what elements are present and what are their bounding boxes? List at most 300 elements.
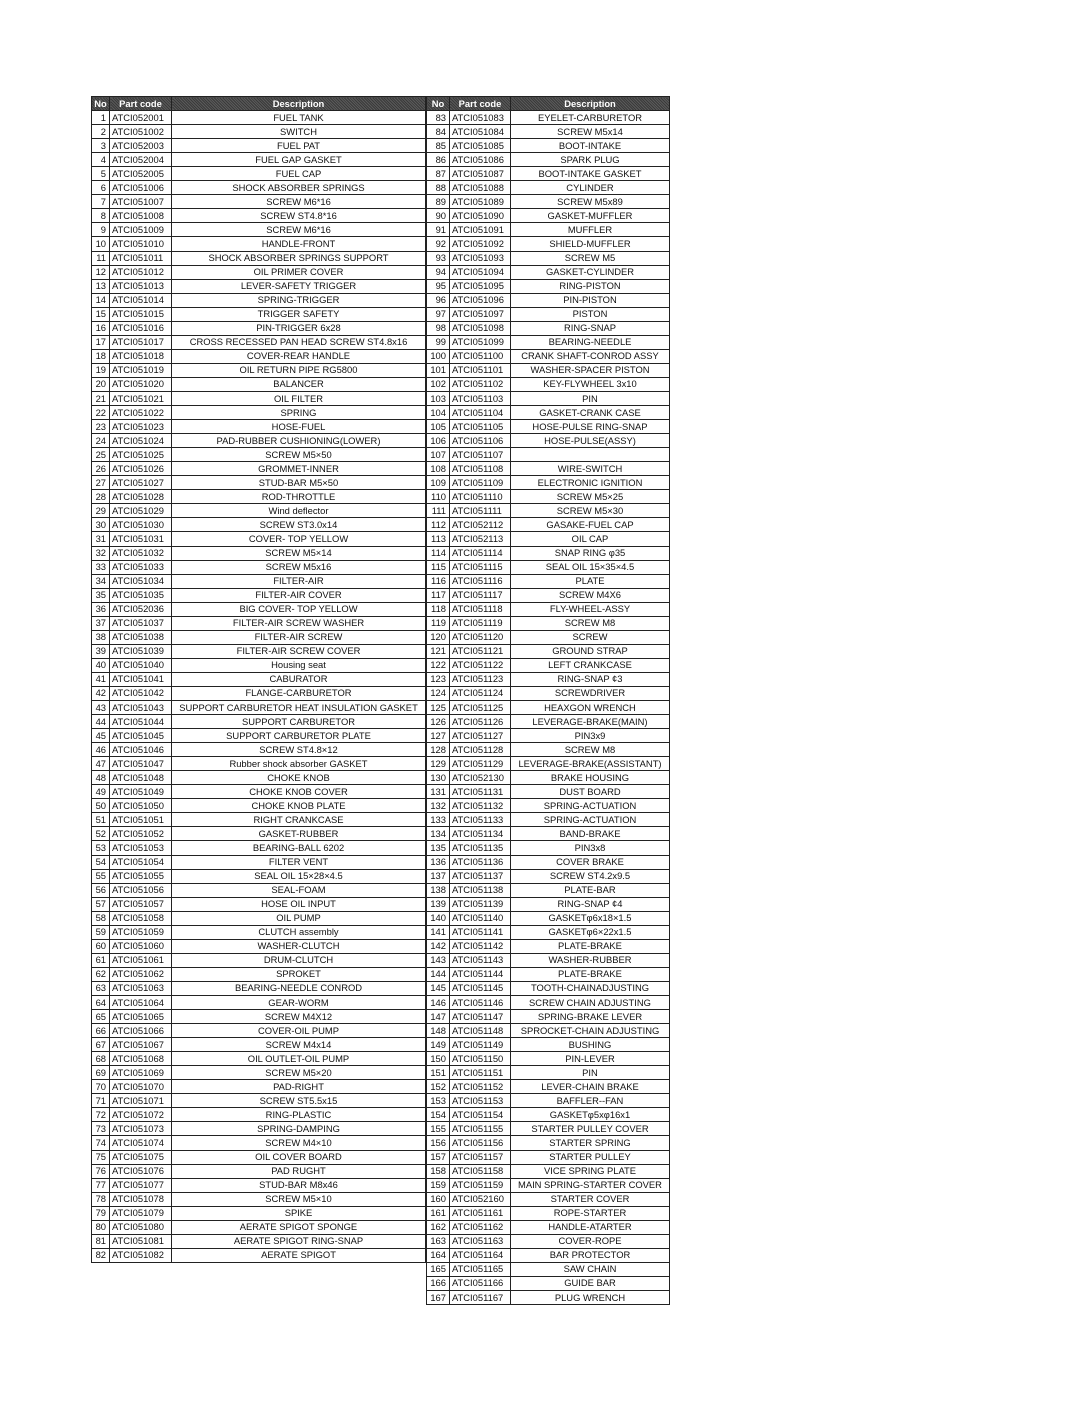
part-code: ATCI051071 — [110, 1094, 172, 1108]
row-number: 103 — [427, 391, 450, 405]
part-code: ATCI051123 — [450, 672, 511, 686]
row-number: 15 — [92, 307, 110, 321]
table-row — [92, 1038, 426, 1052]
part-description: GROMMET-INNER — [172, 462, 426, 476]
table-row — [427, 967, 670, 981]
part-code: ATCI051022 — [110, 406, 172, 420]
row-number: 46 — [92, 743, 110, 757]
part-description: COVER-ROPE — [511, 1234, 670, 1248]
part-description: GASKET-RUBBER — [172, 827, 426, 841]
part-code: ATCI051094 — [450, 265, 511, 279]
part-description: SCREW ST3.0x14 — [172, 518, 426, 532]
table-row — [92, 1122, 426, 1136]
row-number: 70 — [92, 1080, 110, 1094]
row-number: 78 — [92, 1192, 110, 1206]
part-description: AERATE SPIGOT RING-SNAP — [172, 1234, 426, 1248]
part-code: ATCI051124 — [450, 686, 511, 700]
part-code: ATCI051048 — [110, 771, 172, 785]
table-row — [427, 574, 670, 588]
part-description: CLUTCH assembly — [172, 925, 426, 939]
part-code: ATCI051061 — [110, 953, 172, 967]
part-code: ATCI051009 — [110, 223, 172, 237]
table-row — [427, 1122, 670, 1136]
table-row — [427, 111, 670, 125]
part-description: SCREW CHAIN ADJUSTING — [511, 996, 670, 1010]
part-description: PIN3x9 — [511, 729, 670, 743]
table-row — [92, 757, 426, 771]
part-code: ATCI051142 — [450, 939, 511, 953]
part-code: ATCI052005 — [110, 167, 172, 181]
table-row — [427, 1150, 670, 1164]
part-code: ATCI051149 — [450, 1038, 511, 1052]
part-description: SCREW M5x89 — [511, 195, 670, 209]
part-description: BAFFLER--FAN — [511, 1094, 670, 1108]
part-description: SCREW M8 — [511, 743, 670, 757]
row-number: 115 — [427, 560, 450, 574]
part-code: ATCI051146 — [450, 996, 511, 1010]
row-number: 20 — [92, 377, 110, 391]
row-number: 158 — [427, 1164, 450, 1178]
part-code: ATCI051150 — [450, 1052, 511, 1066]
part-code: ATCI051163 — [450, 1234, 511, 1248]
part-code: ATCI051072 — [110, 1108, 172, 1122]
table-row — [427, 1094, 670, 1108]
table-row — [92, 1024, 426, 1038]
part-description: BEARING-NEEDLE — [511, 335, 670, 349]
table-row — [92, 911, 426, 925]
part-code: ATCI051020 — [110, 377, 172, 391]
table-row — [92, 729, 426, 743]
part-description: BAND-BRAKE — [511, 827, 670, 841]
part-description: STARTER PULLEY — [511, 1150, 670, 1164]
part-description: SCREW — [511, 630, 670, 644]
part-code: ATCI051091 — [450, 223, 511, 237]
row-number: 22 — [92, 406, 110, 420]
part-code: ATCI051086 — [450, 153, 511, 167]
part-description: STUD-BAR M5×50 — [172, 476, 426, 490]
part-code: ATCI051014 — [110, 293, 172, 307]
part-description: CRANK SHAFT-CONROD ASSY — [511, 349, 670, 363]
table-row — [92, 237, 426, 251]
row-number: 101 — [427, 363, 450, 377]
table-row — [92, 925, 426, 939]
row-number: 26 — [92, 462, 110, 476]
part-description: SHOCK ABSORBER SPRINGS — [172, 181, 426, 195]
part-description: WASHER-SPACER PISTON — [511, 363, 670, 377]
table-row — [427, 686, 670, 700]
row-number: 165 — [427, 1262, 450, 1276]
part-code: ATCI051159 — [450, 1178, 511, 1192]
parts-table-left — [91, 96, 426, 1263]
row-number: 142 — [427, 939, 450, 953]
row-number: 157 — [427, 1150, 450, 1164]
row-number: 149 — [427, 1038, 450, 1052]
part-code: ATCI051063 — [110, 981, 172, 995]
row-number: 58 — [92, 911, 110, 925]
part-description: HOSE-PULSE(ASSY) — [511, 434, 670, 448]
part-description: LEFT CRANKCASE — [511, 658, 670, 672]
table-row — [92, 321, 426, 335]
table-row — [92, 504, 426, 518]
part-description: EYELET-CARBURETOR — [511, 111, 670, 125]
table-row — [92, 181, 426, 195]
part-code: ATCI051045 — [110, 729, 172, 743]
row-number: 28 — [92, 490, 110, 504]
part-code: ATCI051025 — [110, 448, 172, 462]
part-description: OIL COVER BOARD — [172, 1150, 426, 1164]
table-row — [427, 1108, 670, 1122]
part-description: FILTER-AIR SCREW COVER — [172, 644, 426, 658]
part-description: HOSE OIL INPUT — [172, 897, 426, 911]
part-code: ATCI051042 — [110, 686, 172, 700]
part-code: ATCI051156 — [450, 1136, 511, 1150]
table-row — [427, 223, 670, 237]
part-description: RING-SNAP ¢3 — [511, 672, 670, 686]
header-part-code: Part code — [110, 97, 172, 111]
part-description: SCREW M5×30 — [511, 504, 670, 518]
part-code: ATCI051154 — [450, 1108, 511, 1122]
table-row — [427, 518, 670, 532]
part-code: ATCI051044 — [110, 715, 172, 729]
part-code: ATCI051102 — [450, 377, 511, 391]
part-code: ATCI051166 — [450, 1276, 511, 1290]
table-row — [427, 462, 670, 476]
table-row — [92, 349, 426, 363]
part-description: BUSHING — [511, 1038, 670, 1052]
table-row — [427, 672, 670, 686]
row-number: 3 — [92, 139, 110, 153]
row-number: 110 — [427, 490, 450, 504]
part-description: FUEL TANK — [172, 111, 426, 125]
row-number: 107 — [427, 448, 450, 462]
row-number: 27 — [92, 476, 110, 490]
table-row — [92, 897, 426, 911]
part-code: ATCI051057 — [110, 897, 172, 911]
row-number: 125 — [427, 701, 450, 715]
row-number: 100 — [427, 349, 450, 363]
table-row — [427, 1024, 670, 1038]
table-row — [427, 321, 670, 335]
part-description: GROUND STRAP — [511, 644, 670, 658]
part-description: PAD-RUBBER CUSHIONING(LOWER) — [172, 434, 426, 448]
part-description: SPROKET — [172, 967, 426, 981]
part-code: ATCI052113 — [450, 532, 511, 546]
part-description: SPRING-ACTUATION — [511, 799, 670, 813]
part-description: HOSE-FUEL — [172, 420, 426, 434]
part-code: ATCI051135 — [450, 841, 511, 855]
table-row — [92, 111, 426, 125]
table-row — [427, 1164, 670, 1178]
part-code: ATCI051104 — [450, 406, 511, 420]
table-row — [92, 1094, 426, 1108]
part-code: ATCI051083 — [450, 111, 511, 125]
part-description: BIG COVER- TOP YELLOW — [172, 602, 426, 616]
row-number: 59 — [92, 925, 110, 939]
part-description: SCREW M5×25 — [511, 490, 670, 504]
part-description: OIL RETURN PIPE RG5800 — [172, 363, 426, 377]
table-row — [427, 153, 670, 167]
part-description: PLATE — [511, 574, 670, 588]
table-row — [427, 953, 670, 967]
part-code: ATCI051106 — [450, 434, 511, 448]
part-code: ATCI051151 — [450, 1066, 511, 1080]
row-number: 121 — [427, 644, 450, 658]
header-part-code: Part code — [450, 97, 511, 111]
row-number: 45 — [92, 729, 110, 743]
row-number: 160 — [427, 1192, 450, 1206]
part-code: ATCI051099 — [450, 335, 511, 349]
part-description: OIL PUMP — [172, 911, 426, 925]
part-description: SCREW M8 — [511, 616, 670, 630]
row-number: 94 — [427, 265, 450, 279]
row-number: 139 — [427, 897, 450, 911]
part-code: ATCI051051 — [110, 813, 172, 827]
row-number: 13 — [92, 279, 110, 293]
row-number: 145 — [427, 981, 450, 995]
row-number: 38 — [92, 630, 110, 644]
part-code: ATCI051115 — [450, 560, 511, 574]
part-description: STARTER PULLEY COVER — [511, 1122, 670, 1136]
table-row — [92, 265, 426, 279]
part-description: SCREW ST4.8*16 — [172, 209, 426, 223]
part-code: ATCI051133 — [450, 813, 511, 827]
part-description: FLY-WHEEL-ASSY — [511, 602, 670, 616]
row-number: 133 — [427, 813, 450, 827]
row-number: 140 — [427, 911, 450, 925]
part-code: ATCI051140 — [450, 911, 511, 925]
part-code: ATCI051081 — [110, 1234, 172, 1248]
row-number: 73 — [92, 1122, 110, 1136]
part-description: SCREW ST4.2x9.5 — [511, 869, 670, 883]
part-code: ATCI051111 — [450, 504, 511, 518]
part-code: ATCI052001 — [110, 111, 172, 125]
row-number: 24 — [92, 434, 110, 448]
part-code: ATCI051064 — [110, 996, 172, 1010]
table-row — [427, 869, 670, 883]
part-code: ATCI051136 — [450, 855, 511, 869]
part-code: ATCI051132 — [450, 799, 511, 813]
row-number: 134 — [427, 827, 450, 841]
row-number: 14 — [92, 293, 110, 307]
table-row — [92, 1150, 426, 1164]
part-code: ATCI051098 — [450, 321, 511, 335]
part-code: ATCI051060 — [110, 939, 172, 953]
header-description: Description — [172, 97, 426, 111]
row-number: 131 — [427, 785, 450, 799]
part-description: OIL FILTER — [172, 391, 426, 405]
table-row — [427, 293, 670, 307]
table-row — [92, 518, 426, 532]
part-code: ATCI051152 — [450, 1080, 511, 1094]
row-number: 127 — [427, 729, 450, 743]
row-number: 66 — [92, 1024, 110, 1038]
part-code: ATCI051021 — [110, 391, 172, 405]
part-description: BEARING-NEEDLE CONROD — [172, 981, 426, 995]
part-code: ATCI051038 — [110, 630, 172, 644]
row-number: 10 — [92, 237, 110, 251]
part-description: PLUG WRENCH — [511, 1290, 670, 1304]
part-description: WASHER-CLUTCH — [172, 939, 426, 953]
row-number: 153 — [427, 1094, 450, 1108]
table-row — [92, 588, 426, 602]
table-row — [92, 855, 426, 869]
part-description: STARTER SPRING — [511, 1136, 670, 1150]
part-description: GASKETφ6x18×1.5 — [511, 911, 670, 925]
part-code: ATCI051125 — [450, 701, 511, 715]
table-row — [92, 1052, 426, 1066]
row-number: 119 — [427, 616, 450, 630]
part-code: ATCI051065 — [110, 1010, 172, 1024]
row-number: 72 — [92, 1108, 110, 1122]
table-row — [427, 771, 670, 785]
part-code: ATCI051006 — [110, 181, 172, 195]
table-row — [427, 616, 670, 630]
table-row — [92, 251, 426, 265]
table-row — [92, 307, 426, 321]
table-row — [427, 265, 670, 279]
table-row — [427, 799, 670, 813]
row-number: 82 — [92, 1248, 110, 1262]
row-number: 43 — [92, 701, 110, 715]
part-code: ATCI051131 — [450, 785, 511, 799]
header-no: No — [427, 97, 450, 111]
part-code: ATCI051090 — [450, 209, 511, 223]
table-row — [92, 771, 426, 785]
table-row — [92, 1248, 426, 1262]
part-description: SCREW M4X6 — [511, 588, 670, 602]
table-row — [427, 349, 670, 363]
row-number: 56 — [92, 883, 110, 897]
table-row — [92, 813, 426, 827]
table-row — [427, 855, 670, 869]
part-description: FILTER-AIR COVER — [172, 588, 426, 602]
part-code: ATCI051100 — [450, 349, 511, 363]
row-number: 67 — [92, 1038, 110, 1052]
part-description: BOOT-INTAKE GASKET — [511, 167, 670, 181]
part-description: SCREW M5x14 — [511, 125, 670, 139]
part-code: ATCI051047 — [110, 757, 172, 771]
part-description: SPRING-BRAKE LEVER — [511, 1010, 670, 1024]
part-code: ATCI051167 — [450, 1290, 511, 1304]
part-code: ATCI051062 — [110, 967, 172, 981]
part-code: ATCI051117 — [450, 588, 511, 602]
row-number: 143 — [427, 953, 450, 967]
table-row — [427, 701, 670, 715]
table-row — [427, 167, 670, 181]
row-number: 75 — [92, 1150, 110, 1164]
part-description: TOOTH-CHAINADJUSTING — [511, 981, 670, 995]
part-description: FILTER VENT — [172, 855, 426, 869]
table-row — [427, 476, 670, 490]
part-description: GASAKE-FUEL CAP — [511, 518, 670, 532]
part-code: ATCI051046 — [110, 743, 172, 757]
row-number: 41 — [92, 672, 110, 686]
table-row — [92, 195, 426, 209]
part-code: ATCI051041 — [110, 672, 172, 686]
table-row — [92, 672, 426, 686]
part-description: OIL PRIMER COVER — [172, 265, 426, 279]
table-row — [427, 406, 670, 420]
row-number: 63 — [92, 981, 110, 995]
row-number: 65 — [92, 1010, 110, 1024]
part-description: OIL CAP — [511, 532, 670, 546]
part-description: PLATE-BAR — [511, 883, 670, 897]
part-code: ATCI051078 — [110, 1192, 172, 1206]
part-description: SEAL-FOAM — [172, 883, 426, 897]
part-code: ATCI051018 — [110, 349, 172, 363]
part-code: ATCI051085 — [450, 139, 511, 153]
row-number: 4 — [92, 153, 110, 167]
table-row — [92, 391, 426, 405]
row-number: 44 — [92, 715, 110, 729]
part-code: ATCI051028 — [110, 490, 172, 504]
table-row — [92, 981, 426, 995]
table-row — [92, 602, 426, 616]
part-description: PIN-LEVER — [511, 1052, 670, 1066]
part-description: SCREW M4x14 — [172, 1038, 426, 1052]
part-description: CROSS RECESSED PAN HEAD SCREW ST4.8x16 — [172, 335, 426, 349]
parts-table-right — [426, 96, 670, 1305]
row-number: 7 — [92, 195, 110, 209]
part-code: ATCI052036 — [110, 602, 172, 616]
row-number: 69 — [92, 1066, 110, 1080]
table-row — [92, 223, 426, 237]
part-code: ATCI051120 — [450, 630, 511, 644]
part-code: ATCI051066 — [110, 1024, 172, 1038]
table-row — [92, 939, 426, 953]
row-number: 112 — [427, 518, 450, 532]
table-row — [92, 715, 426, 729]
table-row — [427, 757, 670, 771]
part-description: SAW CHAIN — [511, 1262, 670, 1276]
part-description: GASKET-MUFFLER — [511, 209, 670, 223]
part-code: ATCI051165 — [450, 1262, 511, 1276]
row-number: 163 — [427, 1234, 450, 1248]
table-row — [427, 981, 670, 995]
table-row — [427, 1262, 670, 1276]
part-code: ATCI051138 — [450, 883, 511, 897]
part-code: ATCI051147 — [450, 1010, 511, 1024]
part-code: ATCI051017 — [110, 335, 172, 349]
table-header-row — [92, 97, 426, 111]
part-code: ATCI051067 — [110, 1038, 172, 1052]
table-row — [427, 434, 670, 448]
part-code: ATCI052130 — [450, 771, 511, 785]
part-code: ATCI051059 — [110, 925, 172, 939]
part-code: ATCI051049 — [110, 785, 172, 799]
part-code: ATCI051043 — [110, 701, 172, 715]
table-row — [92, 293, 426, 307]
part-code: ATCI051040 — [110, 658, 172, 672]
part-description: FILTER-AIR — [172, 574, 426, 588]
row-number: 146 — [427, 996, 450, 1010]
part-code: ATCI051073 — [110, 1122, 172, 1136]
row-number: 8 — [92, 209, 110, 223]
part-code: ATCI051114 — [450, 546, 511, 560]
row-number: 89 — [427, 195, 450, 209]
row-number: 96 — [427, 293, 450, 307]
part-code: ATCI051035 — [110, 588, 172, 602]
row-number: 2 — [92, 125, 110, 139]
part-code: ATCI051082 — [110, 1248, 172, 1262]
table-header-row — [427, 97, 670, 111]
part-code: ATCI051084 — [450, 125, 511, 139]
part-description: SEAL OIL 15×35×4.5 — [511, 560, 670, 574]
part-code: ATCI051103 — [450, 391, 511, 405]
part-description: FUEL CAP — [172, 167, 426, 181]
part-code: ATCI051077 — [110, 1178, 172, 1192]
part-description: OIL OUTLET-OIL PUMP — [172, 1052, 426, 1066]
